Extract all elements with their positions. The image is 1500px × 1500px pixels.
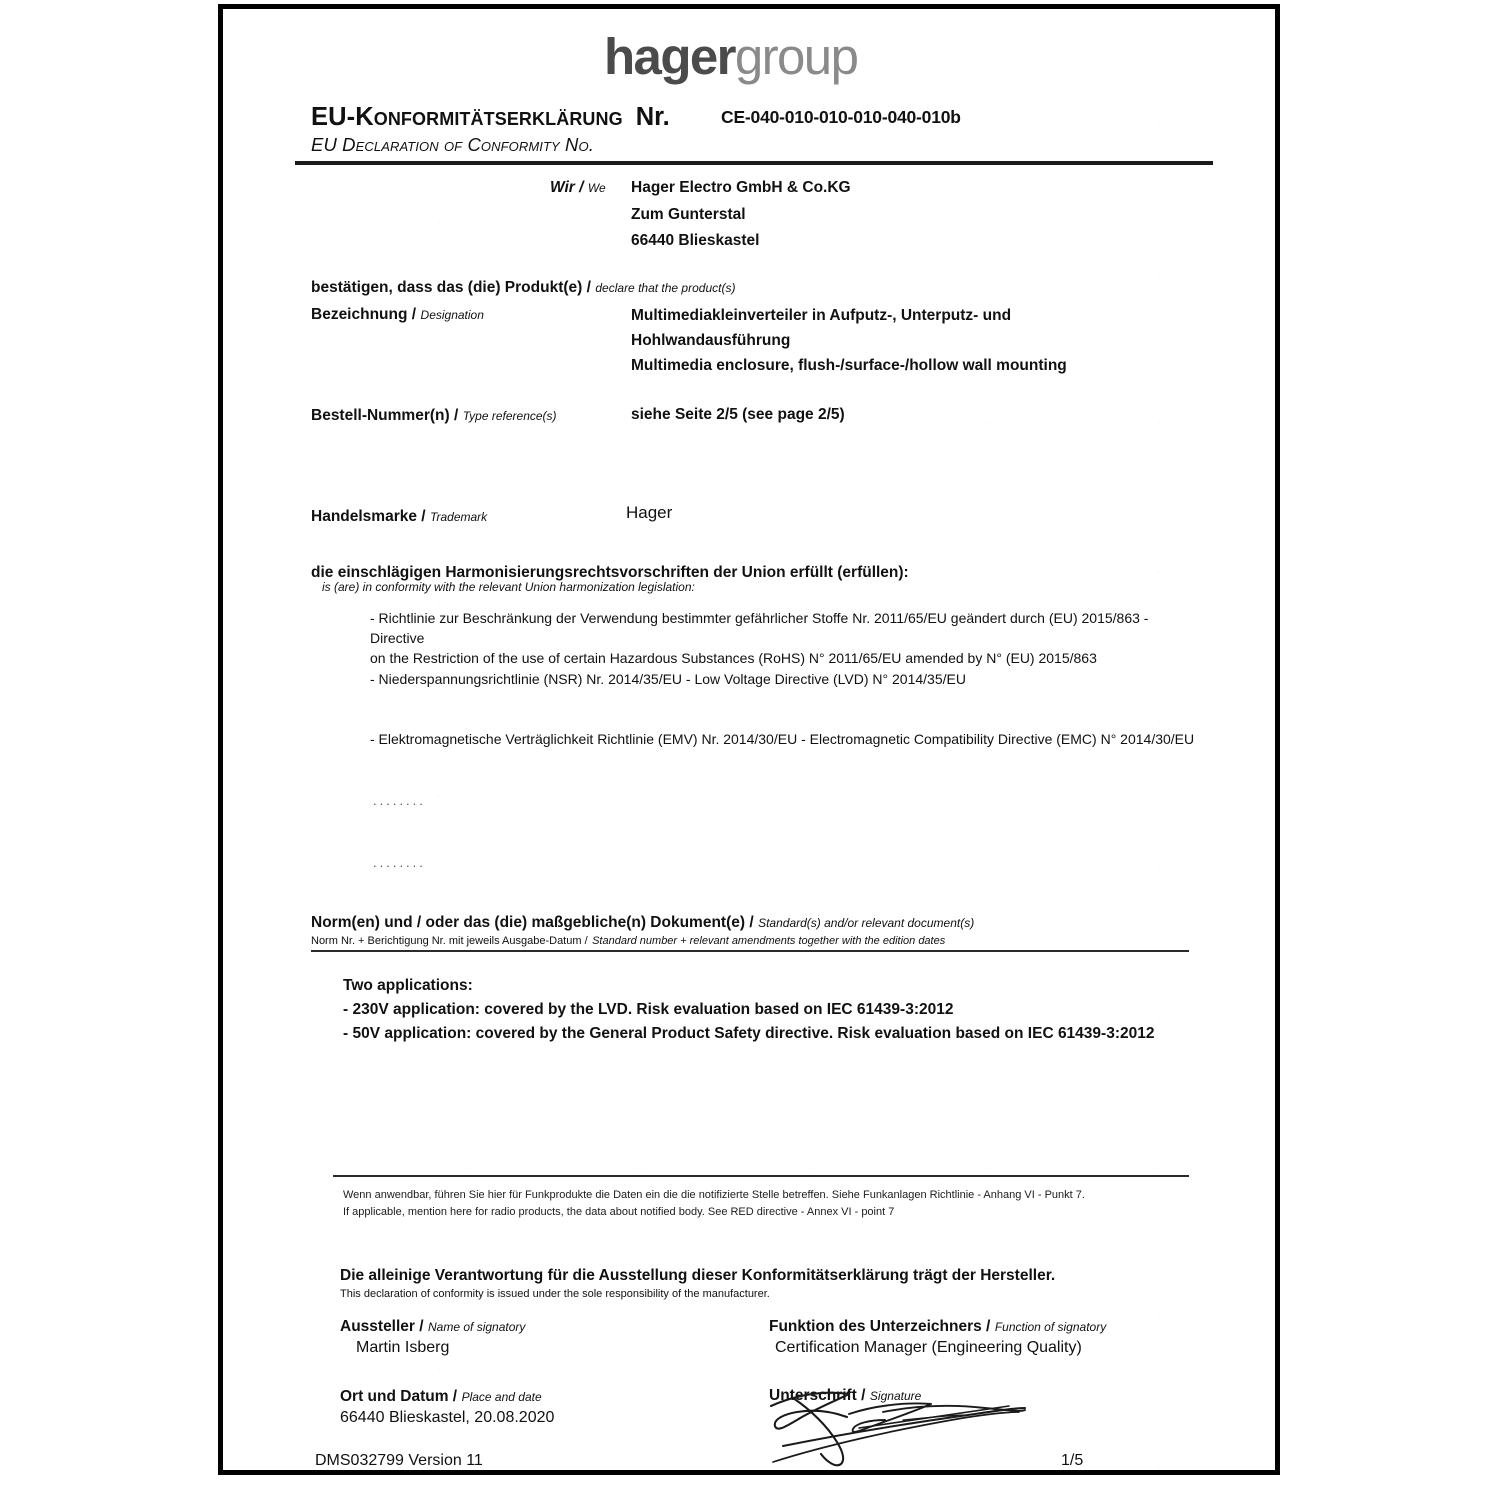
directive-lvd-line-1: - Niederspannungsrichtlinie (NSR) Nr. 2014/35/EU - Low Voltage Directive (LVD) N° 2014/35/EU (370, 671, 966, 687)
responsibility-statement-de: Die alleinige Verantwortung für die Ausstellung dieser Konformitätserklärung trägt der Hersteller. (340, 1267, 1056, 1284)
trademark-value: Hager (626, 503, 673, 522)
standards-subheading-en: Standard number + relevant amendments together with the edition dates (592, 935, 946, 947)
place-and-date-label-de: Ort und Datum / (340, 1388, 458, 1405)
page-title-en: EU Declaration of Conformity No. (311, 134, 594, 155)
declarant-company: Hager Electro GmbH & Co.KG (631, 179, 851, 196)
designation-en-line: Multimedia enclosure, flush-/surface-/hollow wall mounting (631, 357, 1067, 375)
radio-products-note-de: Wenn anwendbar, führen Sie hier für Funkprodukte die Daten ein die die notifizierte Stelle betreffen. Siehe Funkanlagen Richtlinie - Anhang VI - Punkt 7. (343, 1189, 1085, 1201)
designation-label-en: Designation (420, 308, 484, 322)
standards-heading-de: Norm(en) und / oder das (die) maßgebliche(n) Dokument(e) / (311, 914, 754, 931)
confirmation-statement-de: bestätigen, dass das (die) Produkt(e) / (311, 279, 591, 296)
signatory-function-label-de: Funktion des Unterzeichners / (769, 1318, 991, 1335)
scan-noise-overlay (223, 9, 1275, 1470)
document-id: DMS032799 Version 11 (315, 1452, 483, 1469)
confirmation-statement-en: declare that the product(s) (595, 281, 736, 295)
standards-heading-en: Standard(s) and/or relevant document(s) (758, 916, 975, 930)
signatory-name-label-en: Name of signatory (428, 1320, 526, 1334)
type-reference-label-de: Bestell-Nummer(n) / (311, 407, 459, 424)
type-reference-value: siehe Seite 2/5 (see page 2/5) (631, 406, 845, 423)
applications-title: Two applications: (343, 977, 473, 994)
signatory-function-label-en: Function of signatory (994, 1320, 1107, 1334)
page-sheet (218, 4, 1280, 1475)
page-number: 1/5 (1061, 1452, 1084, 1469)
designation-de-line-1: Multimediakleinverteiler in Aufputz-, Unterputz- und (631, 307, 1012, 324)
signatory-name-value: Martin Isberg (356, 1339, 450, 1356)
harmonization-heading-en: is (are) in conformity with the relevant Union harmonization legislation: (322, 580, 695, 594)
application-50v: - 50V application: covered by the General Product Safety directive. Risk evaluation based on IEC 61439-3:2012 (343, 1025, 1155, 1043)
place-and-date-value: 66440 Blieskastel, 20.08.2020 (340, 1409, 555, 1426)
declarant-label-de: Wir / (550, 179, 584, 196)
directive-emc-line-1: - Elektromagnetische Verträglichkeit Richtlinie (EMV) Nr. 2014/30/EU - Electromagnetic Compatibility Directive (EMC) N° 2014/30/EU (370, 731, 1195, 747)
signature-label-en: Signature (869, 1389, 922, 1403)
signatory-function-value: Certification Manager (Engineering Quality) (775, 1339, 1082, 1356)
declarant-city: 66440 Blieskastel (631, 232, 760, 250)
designation-de-line-2: Hohlwandausführung (631, 332, 791, 350)
harmonization-heading-de: die einschlägigen Harmonisierungsrechtsvorschriften der Union erfüllt (erfüllen): (311, 564, 909, 581)
certificate-number: CE-040-010-010-010-040-010b (721, 107, 961, 127)
application-230v: - 230V application: covered by the LVD. Risk evaluation based on IEC 61439-3:2012 (343, 1001, 954, 1019)
type-reference-label-en: Type reference(s) (462, 409, 557, 423)
page-title-nr-label: Nr. (635, 103, 670, 131)
page-title-de: EU-Konformitätserklärung (311, 103, 623, 131)
directive-placeholder-1: ........ (373, 793, 426, 808)
signatory-name-label-de: Aussteller / (340, 1318, 424, 1335)
directive-rohs-line-1: - Richtlinie zur Beschränkung der Verwendung bestimmter gefährlicher Stoffe Nr. 2011/65/EU geändert durch (EU) 2015/863 - Directive (370, 610, 1149, 646)
logo-hager-text: hager (604, 28, 735, 85)
radio-products-note-en: If applicable, mention here for radio products, the data about notified body. See RED directive - Annex VI - point 7 (343, 1206, 895, 1219)
declarant-label-en: We (587, 181, 606, 195)
place-and-date-label-en: Place and date (461, 1390, 542, 1404)
directive-placeholder-2: ........ (373, 855, 426, 870)
trademark-label-de: Handelsmarke / (311, 508, 426, 525)
signature-label-de: Unterschrift / (769, 1387, 866, 1404)
trademark-label-en: Trademark (430, 510, 488, 524)
declarant-street: Zum Gunterstal (631, 205, 746, 223)
designation-label-de: Bezeichnung / (311, 306, 417, 323)
logo-group-text: group (734, 28, 858, 85)
standards-subheading-de: Norm Nr. + Berichtigung Nr. mit jeweils Ausgabe-Datum / (311, 935, 588, 947)
directive-rohs-line-2: on the Restriction of the use of certain Hazardous Substances (RoHS) N° 2011/65/EU amended by N° (EU) 2015/863 (370, 649, 1097, 666)
responsibility-statement-en: This declaration of conformity is issued under the sole responsibility of the manufacturer. (340, 1288, 770, 1300)
